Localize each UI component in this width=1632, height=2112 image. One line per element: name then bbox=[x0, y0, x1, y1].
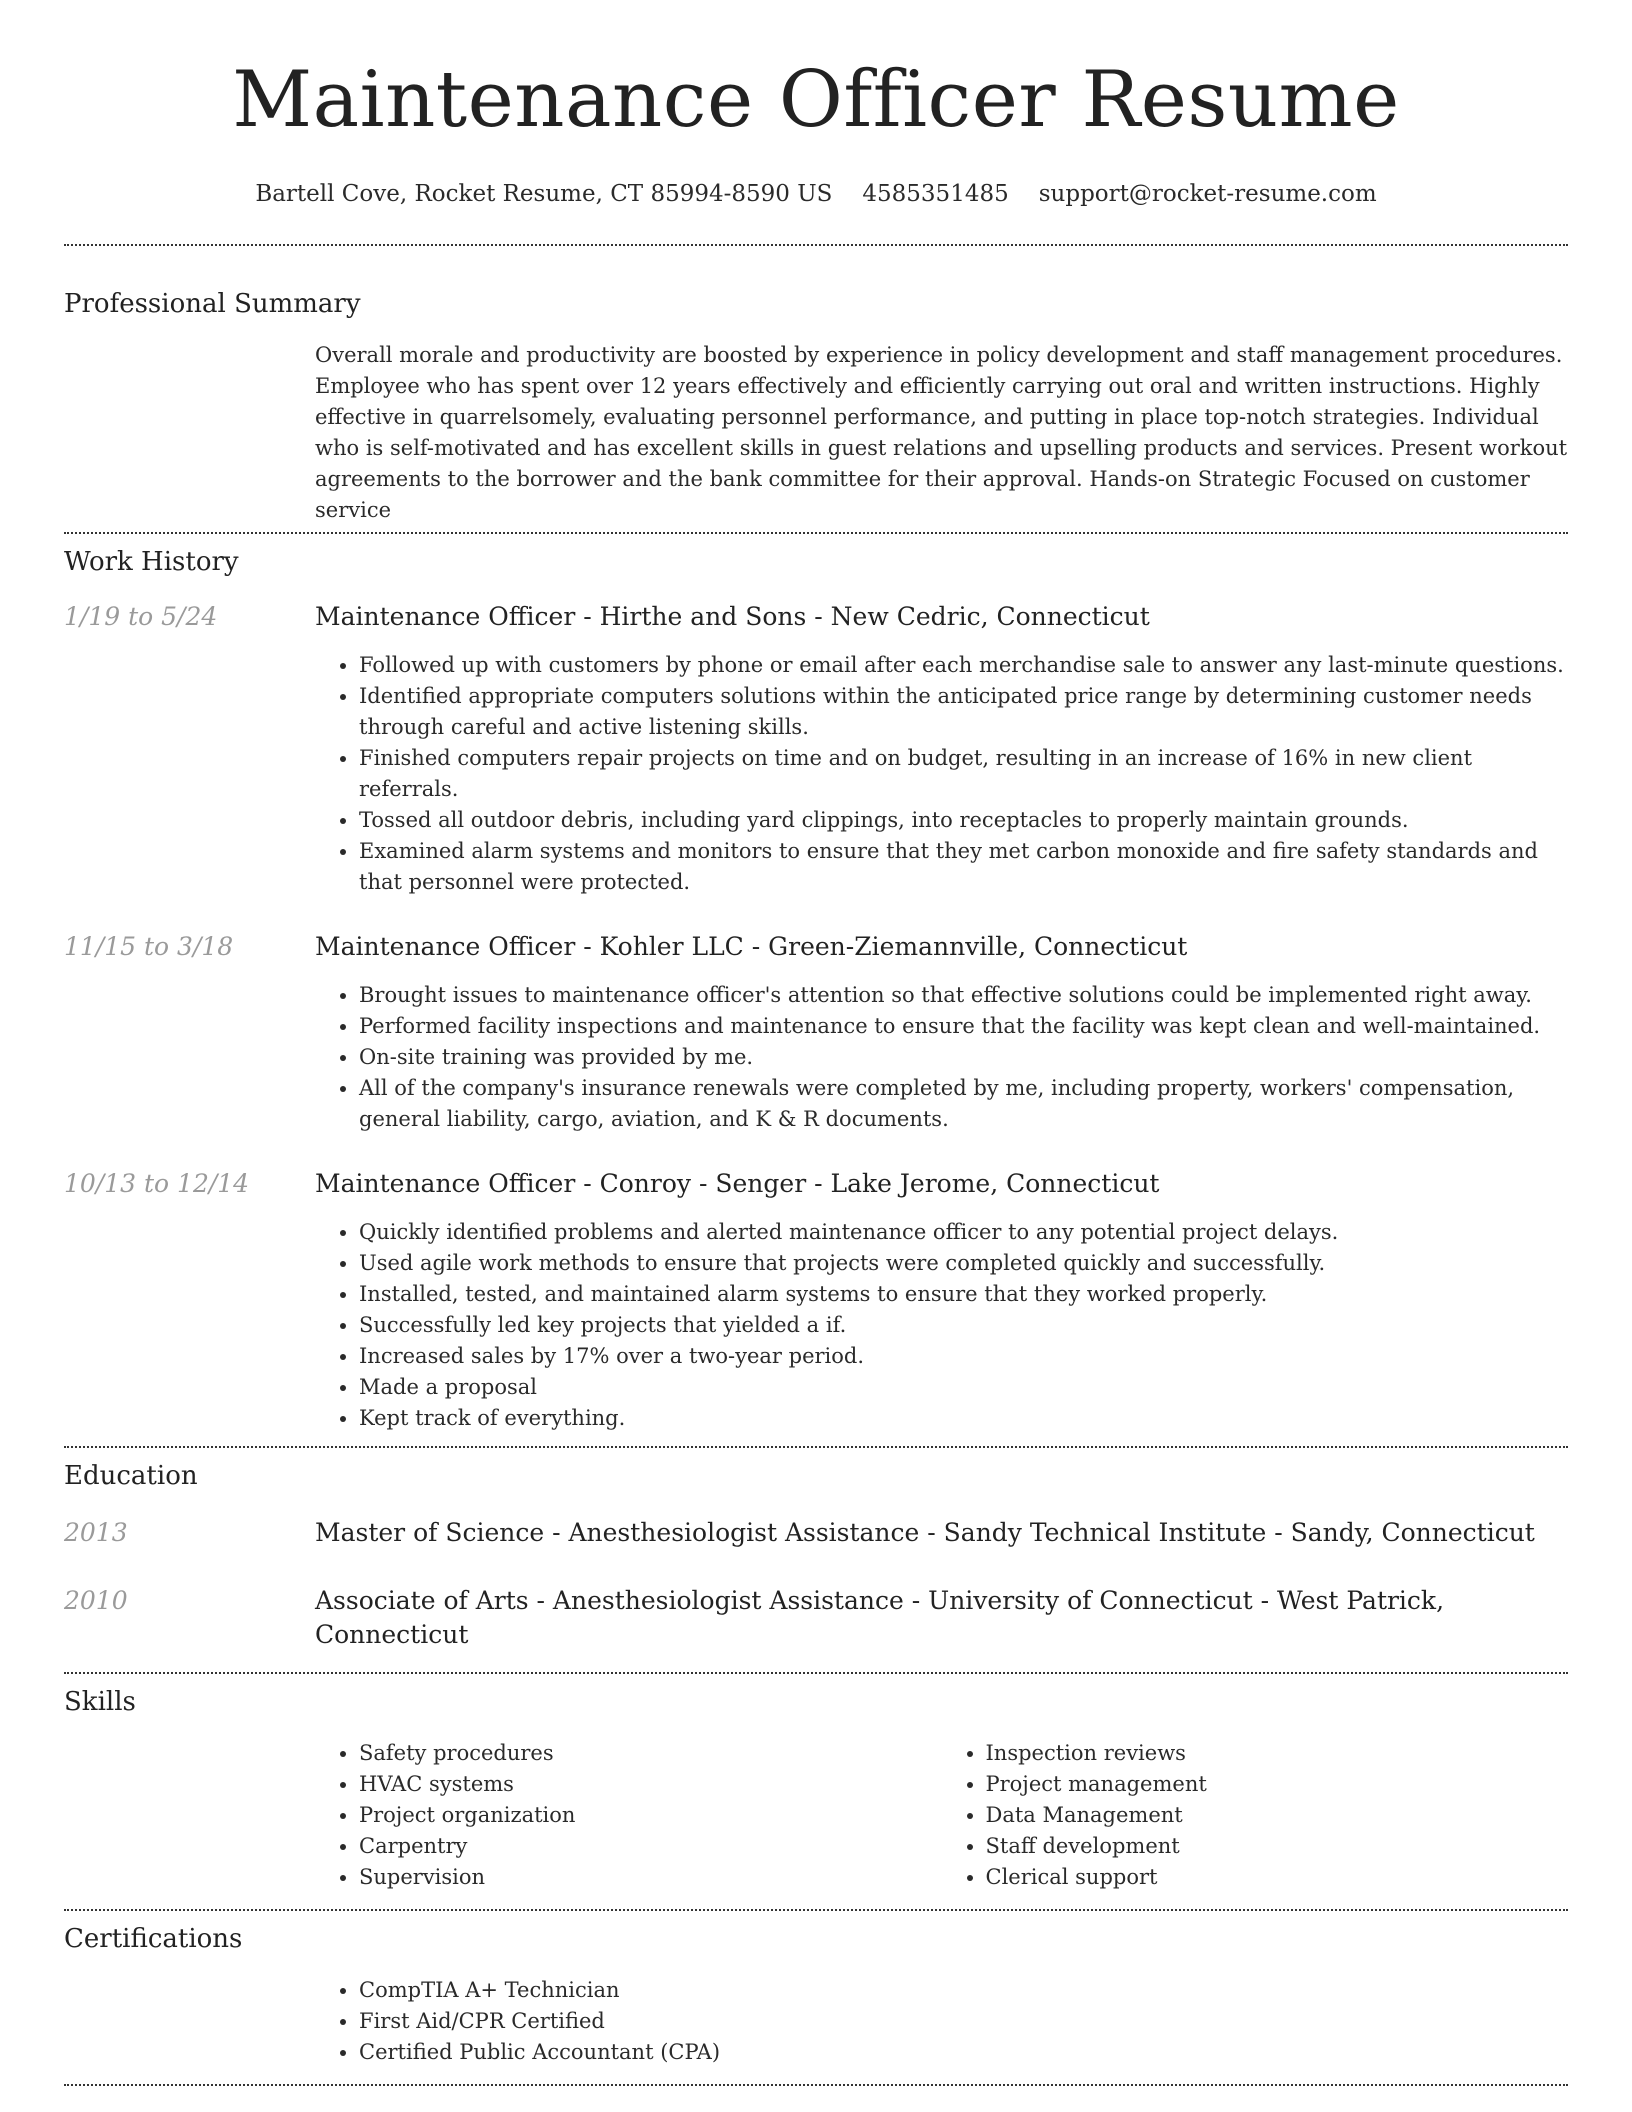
job-dates: 1/19 to 5/24 bbox=[64, 602, 218, 631]
list-item: • Made a proposal bbox=[359, 1372, 1568, 1403]
skills-column-left bbox=[315, 1738, 942, 1893]
list-item: • Kept track of everything. bbox=[359, 1403, 1568, 1434]
list-item: • Carpentry bbox=[359, 1831, 942, 1862]
education-year: 2013 bbox=[64, 1518, 128, 1547]
list-item: • Quickly identified problems and alerted maintenance officer to any potential project delays. bbox=[359, 1217, 1568, 1248]
list-item: • Brought issues to maintenance officer's attention so that effective solutions could be implemented right away. bbox=[359, 980, 1568, 1011]
job-dates: 10/13 to 12/14 bbox=[64, 1169, 250, 1198]
list-item: • Used agile work methods to ensure that projects were completed quickly and successfully. bbox=[359, 1248, 1568, 1279]
job-entry bbox=[64, 600, 1568, 898]
divider bbox=[64, 532, 1568, 534]
education-entry bbox=[64, 1584, 1568, 1652]
job-entry bbox=[64, 1167, 1568, 1434]
list-item: • Data Management bbox=[986, 1800, 1569, 1831]
contact-address: Bartell Cove, Rocket Resume, CT 85994-8590 US bbox=[255, 181, 833, 207]
education-year: 2010 bbox=[64, 1586, 128, 1615]
divider bbox=[64, 1446, 1568, 1448]
section-title-education: Education bbox=[64, 1461, 198, 1491]
job-title: Maintenance Officer - Kohler LLC - Green-Ziemannville, Connecticut bbox=[315, 932, 1188, 961]
section-title-summary: Professional Summary bbox=[64, 289, 361, 319]
divider bbox=[64, 244, 1568, 246]
list-item: • HVAC systems bbox=[359, 1769, 942, 1800]
section-title-skills: Skills bbox=[64, 1687, 136, 1717]
job-entry bbox=[64, 930, 1568, 1135]
contact-line bbox=[64, 178, 1568, 210]
list-item: • Project organization bbox=[359, 1800, 942, 1831]
job-details bbox=[315, 930, 1568, 1135]
list-item: • On-site training was provided by me. bbox=[359, 1042, 1568, 1073]
divider bbox=[64, 1672, 1568, 1674]
job-title: Maintenance Officer - Conroy - Senger - Lake Jerome, Connecticut bbox=[315, 1169, 1160, 1198]
skills-column-right bbox=[942, 1738, 1569, 1893]
list-item: • Installed, tested, and maintained alarm systems to ensure that they worked properly. bbox=[359, 1279, 1568, 1310]
contact-email: support@rocket-resume.com bbox=[1038, 181, 1377, 207]
job-details bbox=[315, 1167, 1568, 1434]
list-item: • Increased sales by 17% over a two-year period. bbox=[359, 1341, 1568, 1372]
section-title-certifications: Certifications bbox=[64, 1924, 243, 1954]
contact-phone: 4585351485 bbox=[862, 181, 1009, 207]
list-item: • Certified Public Accountant (CPA) bbox=[359, 2037, 974, 2068]
list-item: • All of the company's insurance renewals were completed by me, including property, workers' compensation, general liability, cargo, aviation, and K & R documents. bbox=[359, 1073, 1568, 1135]
education-details: Associate of Arts - Anesthesiologist Assistance - University of Connecticut - West Patrick, Connecticut bbox=[315, 1586, 1445, 1649]
list-item: • Followed up with customers by phone or email after each merchandise sale to answer any last-minute questions. bbox=[359, 650, 1568, 681]
divider bbox=[64, 2084, 1568, 2086]
certifications-column bbox=[315, 1975, 974, 2068]
job-bullets bbox=[315, 980, 1568, 1135]
job-title: Maintenance Officer - Hirthe and Sons - New Cedric, Connecticut bbox=[315, 602, 1150, 631]
job-dates: 11/15 to 3/18 bbox=[64, 932, 234, 961]
list-item: • First Aid/CPR Certified bbox=[359, 2006, 974, 2037]
job-details bbox=[315, 600, 1568, 898]
list-item: • CompTIA A+ Technician bbox=[359, 1975, 974, 2006]
list-item: • Safety procedures bbox=[359, 1738, 942, 1769]
list-item: • Project management bbox=[986, 1769, 1569, 1800]
list-item: • Performed facility inspections and maintenance to ensure that the facility was kept clean and well-maintained. bbox=[359, 1011, 1568, 1042]
list-item: • Finished computers repair projects on time and on budget, resulting in an increase of 16% in new client referrals. bbox=[359, 743, 1568, 805]
list-item: • Supervision bbox=[359, 1862, 942, 1893]
list-item: • Successfully led key projects that yielded a if. bbox=[359, 1310, 1568, 1341]
list-item: • Tossed all outdoor debris, including yard clippings, into receptacles to properly maintain grounds. bbox=[359, 805, 1568, 836]
skills-list bbox=[315, 1738, 1568, 1893]
education-entry bbox=[64, 1516, 1568, 1550]
section-title-work-history: Work History bbox=[64, 547, 239, 577]
divider bbox=[64, 1909, 1568, 1911]
job-bullets bbox=[315, 1217, 1568, 1434]
resume-title: Maintenance Officer Resume bbox=[232, 55, 1400, 145]
summary-text: Overall morale and productivity are boosted by experience in policy development and staff management procedures. Employee who has spent over 12 years effectively and efficiently carrying out oral and written instructions. Highly effective in quarrelsomely, evaluating personnel performance, and putting in place top-notch strategies. Individual who is self-motivated and has excellent skills in guest relations and upselling products and services. Present workout agreements to the borrower and the bank committee for their approval. Hands-on Strategic Focused on customer service bbox=[315, 343, 1568, 522]
list-item: • Examined alarm systems and monitors to ensure that they met carbon monoxide and fire safety standards and that personnel were protected. bbox=[359, 836, 1568, 898]
list-item: • Inspection reviews bbox=[986, 1738, 1569, 1769]
education-details: Master of Science - Anesthesiologist Assistance - Sandy Technical Institute - Sandy, Connecticut bbox=[315, 1518, 1535, 1547]
certifications-list bbox=[315, 1975, 1568, 2068]
job-bullets bbox=[315, 650, 1568, 898]
list-item: • Clerical support bbox=[986, 1862, 1569, 1893]
list-item: • Identified appropriate computers solutions within the anticipated price range by determining customer needs through careful and active listening skills. bbox=[359, 681, 1568, 743]
list-item: • Staff development bbox=[986, 1831, 1569, 1862]
